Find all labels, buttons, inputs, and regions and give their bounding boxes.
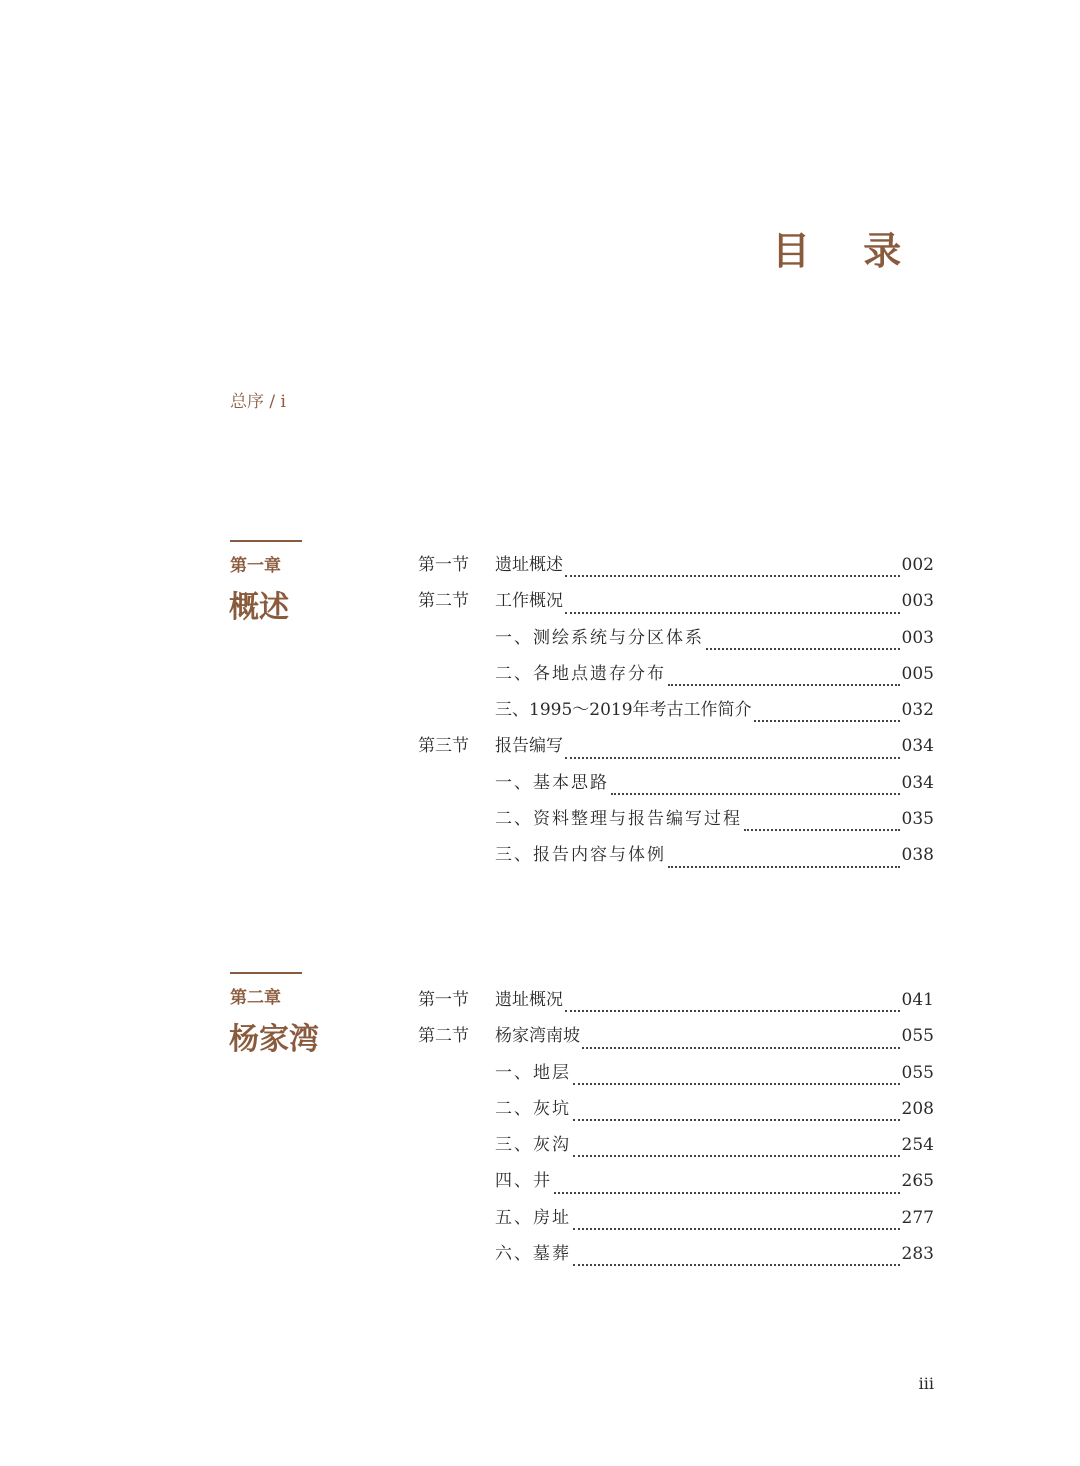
toc-entry-title: 二、各地点遗存分布: [495, 663, 666, 684]
toc-entry[interactable]: [418, 1024, 934, 1060]
dot-leader: [565, 575, 900, 577]
toc-entry-title: 遗址概况: [495, 990, 563, 1010]
dot-leader: [573, 1264, 900, 1266]
chapter-1-toc: [418, 553, 934, 880]
toc-entry-title: 二、资料整理与报告编写过程: [495, 809, 742, 830]
toc-entry[interactable]: [418, 988, 934, 1024]
dot-leader: [573, 1155, 900, 1157]
toc-entry-title: 五、房址: [495, 1207, 571, 1228]
toc-page-number: 265: [901, 1171, 934, 1192]
dot-leader: [573, 1228, 900, 1230]
dot-leader: [611, 793, 900, 795]
toc-page-number: 003: [901, 627, 934, 648]
toc-page-number: 003: [901, 591, 934, 612]
page-folio: iii: [918, 1374, 934, 1393]
toc-page-number: 038: [901, 845, 934, 866]
toc-subentry[interactable]: [418, 1242, 934, 1278]
dot-leader: [573, 1119, 900, 1121]
toc-entry-title: 三、报告内容与体例: [495, 845, 666, 866]
toc-section-number: 第一节: [418, 555, 469, 575]
dot-leader: [668, 684, 900, 686]
page-title: 目 录: [772, 228, 922, 273]
toc-page-number: 002: [901, 555, 934, 575]
dot-leader: [554, 1192, 900, 1194]
chapter-1-name: 概述: [229, 590, 289, 625]
dot-leader: [754, 720, 900, 722]
toc-entry[interactable]: [418, 553, 934, 589]
dot-leader: [565, 1010, 900, 1012]
toc-entry-title: 三、1995～2019年考古工作简介: [495, 700, 752, 721]
toc-subentry[interactable]: [418, 662, 934, 698]
toc-page-number: 032: [901, 700, 934, 721]
toc-entry[interactable]: [418, 589, 934, 625]
chapter-2-toc: [418, 988, 934, 1278]
toc-subentry[interactable]: [418, 1206, 934, 1242]
toc-entry-title: 遗址概述: [495, 555, 563, 575]
toc-section-number: 第二节: [418, 591, 469, 612]
dot-leader: [582, 1047, 900, 1049]
chapter-1-label: 第一章: [230, 556, 281, 576]
chapter-divider: [230, 972, 302, 974]
chapter-2-name: 杨家湾: [229, 1022, 319, 1057]
toc-page-number: 041: [901, 990, 934, 1010]
toc-page-number: 005: [901, 663, 934, 684]
toc-entry-title: 一、测绘系统与分区体系: [495, 627, 704, 648]
dot-leader: [668, 866, 900, 868]
toc-page-number: 283: [901, 1244, 934, 1265]
toc-entry-title: 报告编写: [495, 736, 563, 757]
toc-section-number: 第二节: [418, 1026, 469, 1047]
toc-page-number: 035: [901, 809, 934, 830]
toc-section-number: 第一节: [418, 990, 469, 1010]
toc-entry-title: 工作概况: [495, 591, 563, 612]
toc-entry-title: 二、灰坑: [495, 1098, 571, 1119]
toc-entry-title: 一、基本思路: [495, 772, 609, 793]
toc-section-number: 第三节: [418, 736, 469, 757]
toc-subentry[interactable]: [418, 843, 934, 879]
toc-entry[interactable]: [418, 734, 934, 770]
toc-page-number: 055: [901, 1062, 934, 1083]
toc-page-number: 208: [901, 1098, 934, 1119]
toc-entry-title: 四、井: [495, 1171, 552, 1192]
toc-subentry[interactable]: [418, 1097, 934, 1133]
chapter-divider: [230, 540, 302, 542]
toc-page-number: 254: [901, 1135, 934, 1156]
dot-leader: [744, 829, 900, 831]
toc-entry-title: 三、灰沟: [495, 1135, 571, 1156]
toc-subentry[interactable]: [418, 771, 934, 807]
toc-subentry[interactable]: [418, 1169, 934, 1205]
toc-subentry[interactable]: [418, 1061, 934, 1097]
preface-link[interactable]: 总序 / i: [230, 392, 286, 412]
toc-subentry[interactable]: [418, 1133, 934, 1169]
dot-leader: [706, 648, 900, 650]
toc-page-number: 034: [901, 772, 934, 793]
toc-page-number: 055: [901, 1026, 934, 1047]
toc-subentry[interactable]: [418, 626, 934, 662]
chapter-2-label: 第二章: [230, 988, 281, 1008]
dot-leader: [573, 1083, 900, 1085]
toc-entry-title: 一、地层: [495, 1062, 571, 1083]
dot-leader: [565, 612, 900, 614]
toc-entry-title: 六、墓葬: [495, 1244, 571, 1265]
dot-leader: [565, 757, 900, 759]
toc-page-number: 034: [901, 736, 934, 757]
toc-subentry[interactable]: [418, 698, 934, 734]
toc-page-number: 277: [901, 1207, 934, 1228]
toc-subentry[interactable]: [418, 807, 934, 843]
toc-entry-title: 杨家湾南坡: [495, 1026, 580, 1047]
